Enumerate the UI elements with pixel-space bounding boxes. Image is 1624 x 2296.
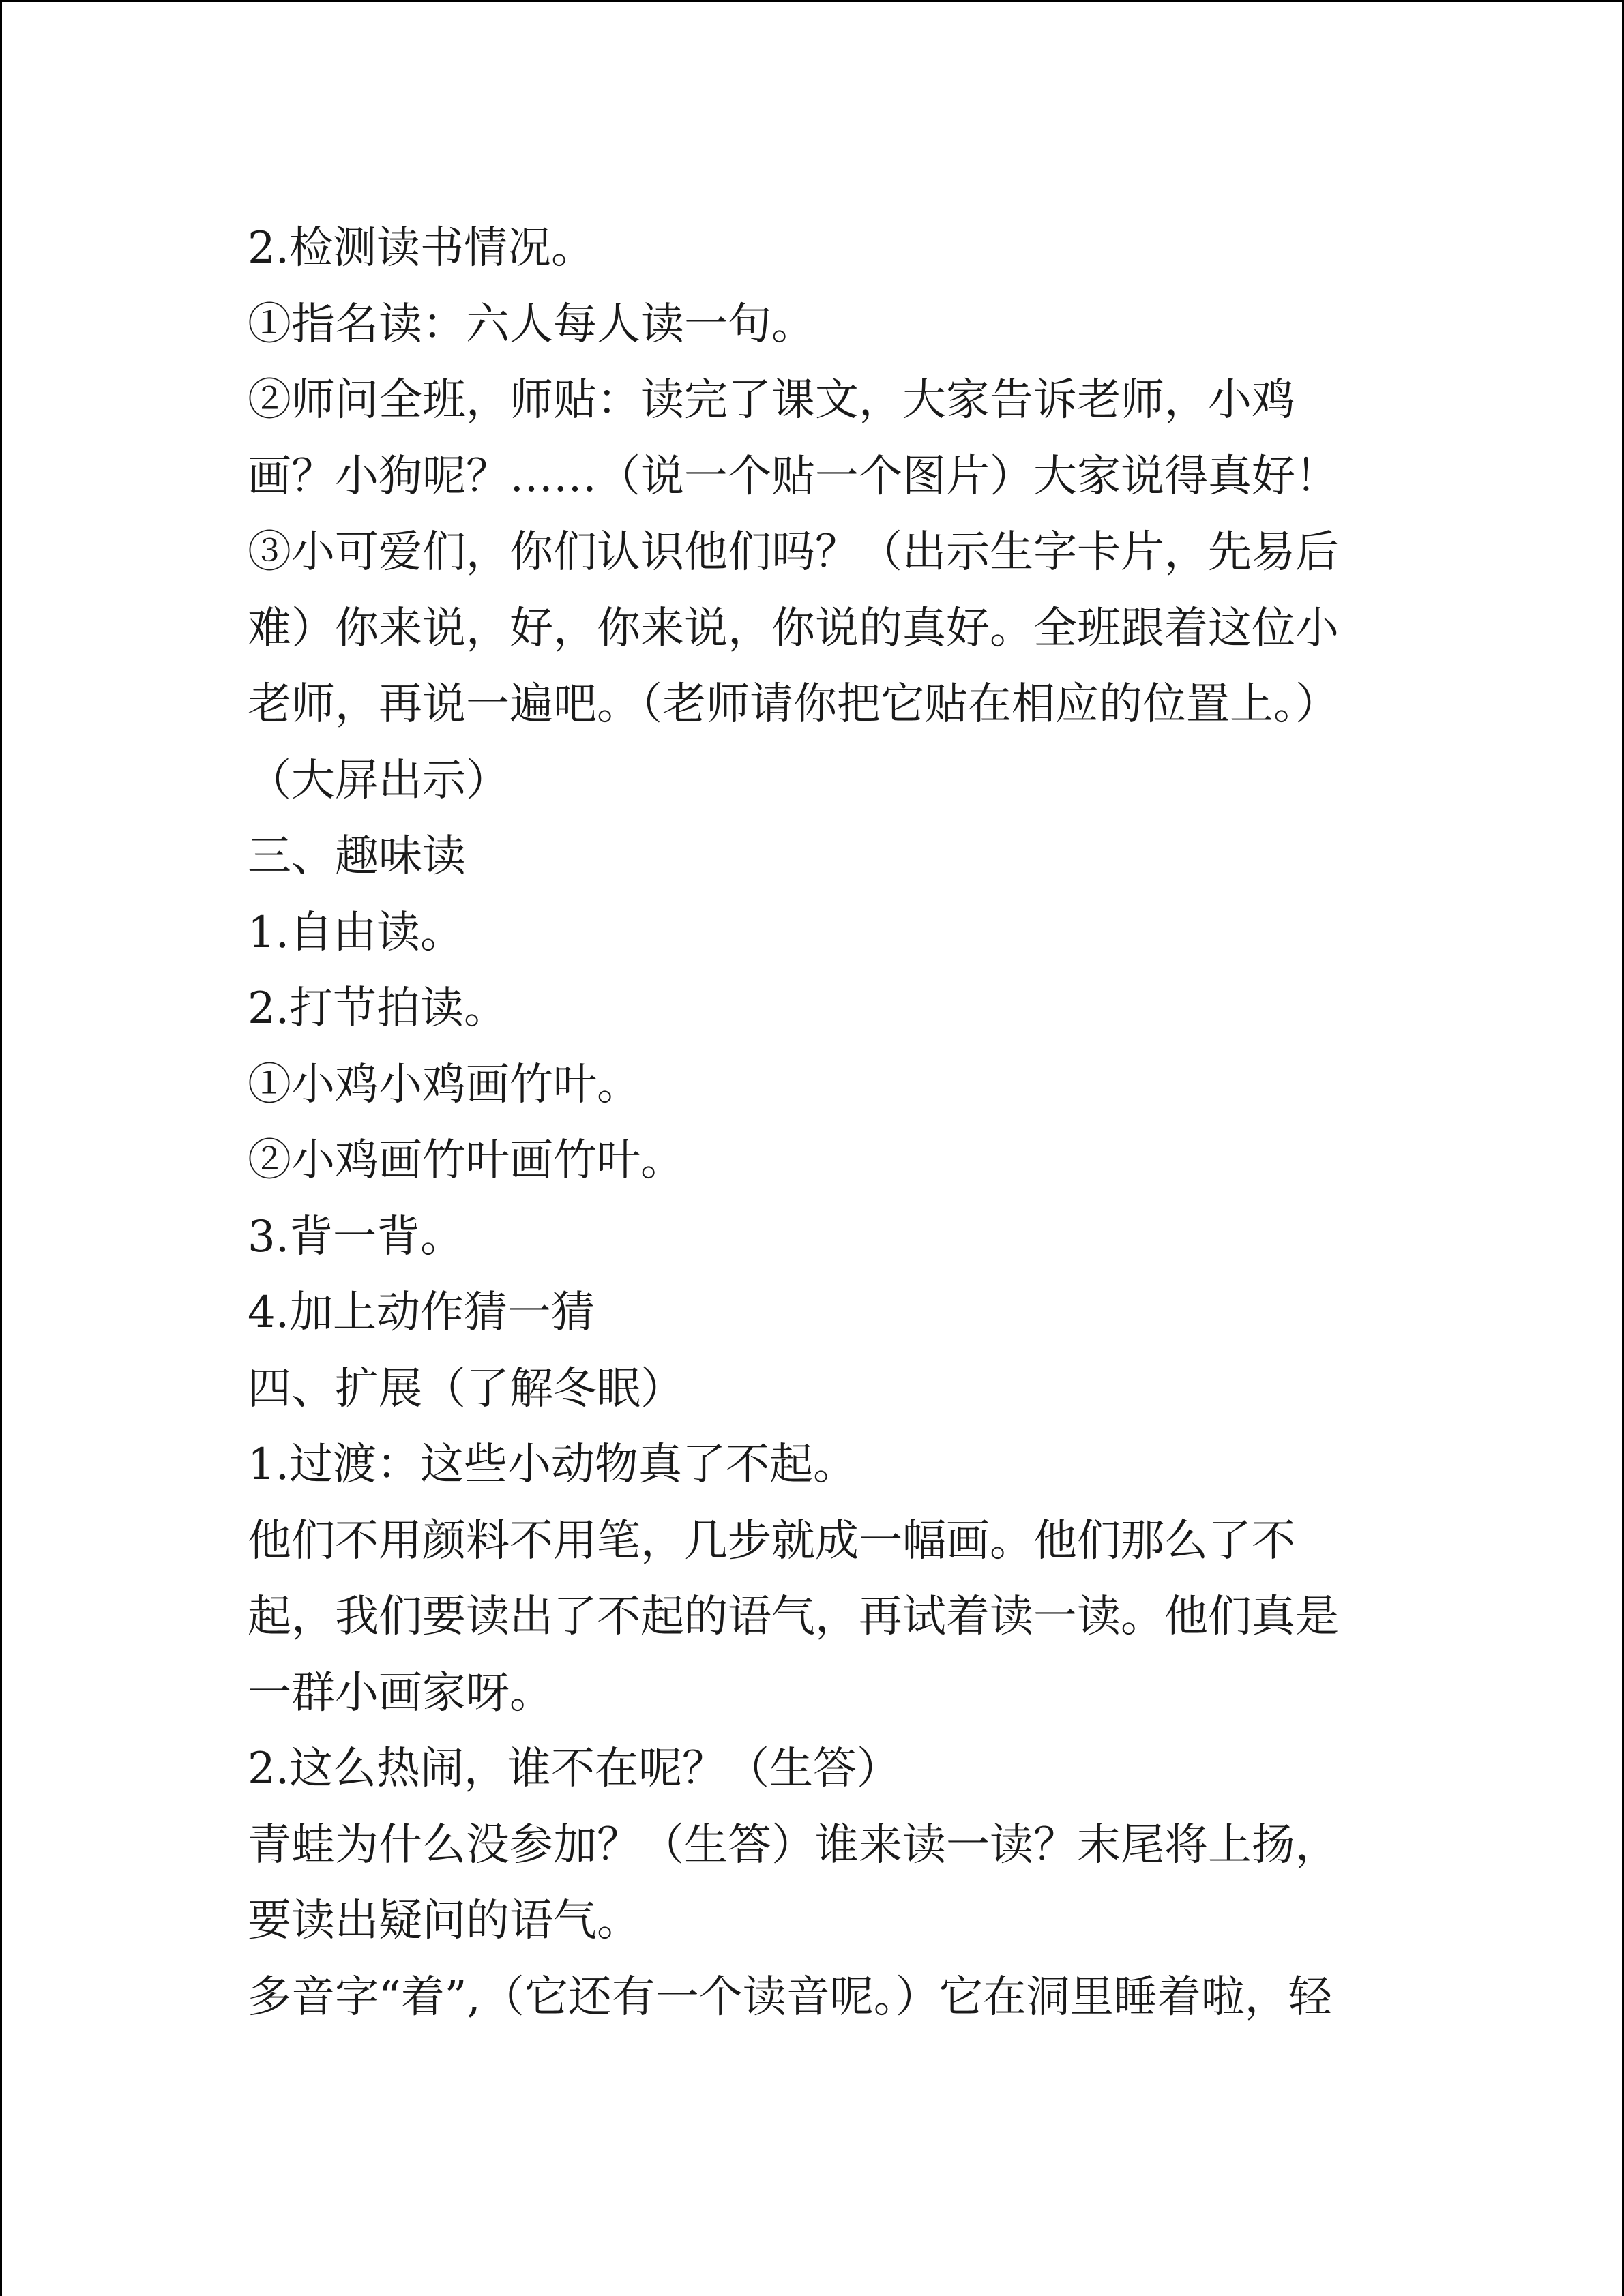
text-line: 2.这么热闹，谁不在呢？（生答） <box>248 1744 901 1794</box>
document-body <box>248 211 1380 2036</box>
text-line: 画？小狗呢？……（说一个贴一个图片）大家说得真好！ <box>248 451 1339 502</box>
text-line: 老师，再说一遍吧。（老师请你把它贴在相应的位置上。） <box>248 679 1339 730</box>
text-line: ②小鸡画竹叶画竹叶。 <box>248 1135 684 1186</box>
text-line: ③小可爱们，你们认识他们吗？（出示生字卡片，先易后 <box>248 527 1339 578</box>
text-line: ②师问全班，师贴：读完了课文，大家告诉老师，小鸡 <box>248 375 1295 426</box>
text-line: 1.过渡：这些小动物真了不起。 <box>248 1440 857 1490</box>
text-line: 要读出疑问的语气。 <box>248 1896 640 1946</box>
text-line: 他们不用颜料不用笔，几步就成一幅画。他们那么了不 <box>248 1515 1295 1566</box>
text-line: 1.自由读。 <box>248 907 464 958</box>
text-line: 起，我们要读出了不起的语气，再试着读一读。他们真是 <box>248 1592 1339 1642</box>
text-line: （大屏出示） <box>248 755 510 806</box>
section-heading: 三、趣味读 <box>248 831 466 882</box>
text-line: ①指名读：六人每人读一句。 <box>248 299 815 350</box>
section-heading: 四、扩展（了解冬眠） <box>248 1363 684 1414</box>
text-line: 2.打节拍读。 <box>248 983 508 1034</box>
text-line: 青蛙为什么没参加？（生答）谁来读一读？末尾将上扬， <box>248 1819 1339 1870</box>
text-line: ①小鸡小鸡画竹叶。 <box>248 1059 640 1110</box>
text-line: 多音字“着”,（它还有一个读音呢。）它在洞里睡着啦，轻 <box>248 1971 1332 2023</box>
text-line: 2.检测读书情况。 <box>248 223 595 273</box>
text-line: 难）你来说，好，你来说，你说的真好。全班跟着这位小 <box>248 603 1339 654</box>
text-line: 3.背一背。 <box>248 1211 464 1262</box>
text-line: 4.加上动作猜一猜 <box>248 1287 595 1338</box>
text-line: 一群小画家呀。 <box>248 1667 553 1718</box>
